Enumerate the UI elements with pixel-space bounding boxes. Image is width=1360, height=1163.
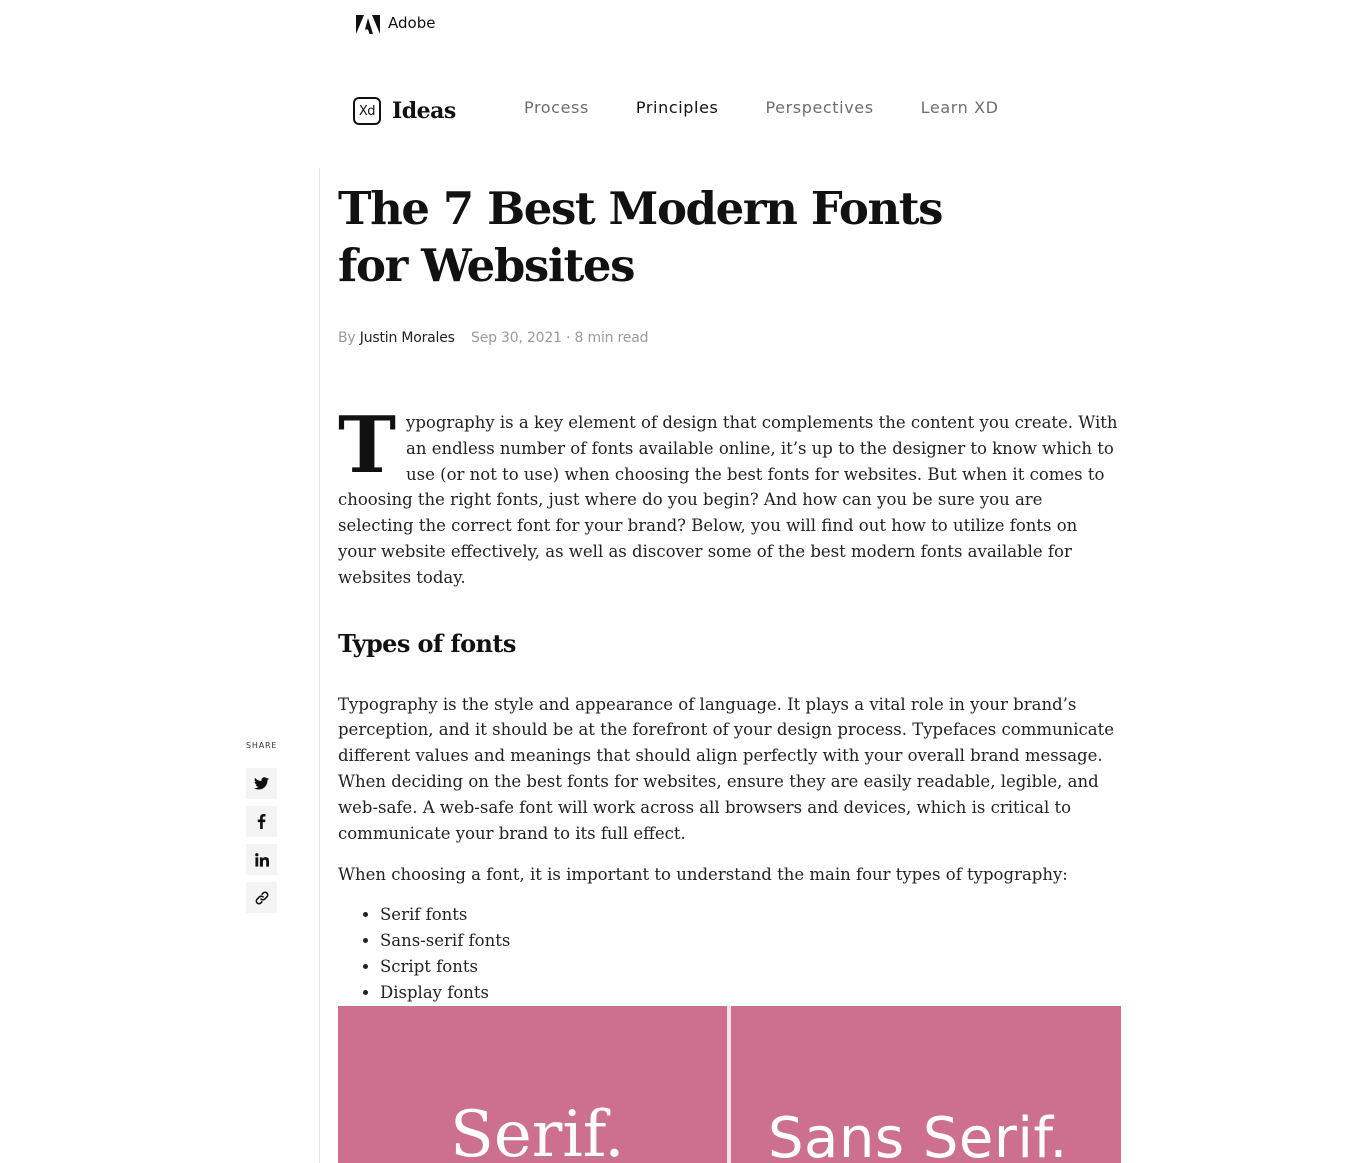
hero-divider	[727, 1006, 731, 1163]
nav-link-principles[interactable]: Principles	[635, 98, 719, 117]
adobe-logo-icon	[356, 12, 380, 34]
nav-link-perspectives[interactable]: Perspectives	[765, 98, 874, 117]
ideas-wordmark[interactable]: Ideas	[392, 98, 456, 124]
section-heading: Types of fonts	[338, 628, 516, 658]
article-divider	[319, 168, 320, 1163]
twitter-icon	[254, 777, 269, 790]
hero-sans-serif-text: Sans Serif.	[768, 1106, 1068, 1163]
link-icon	[255, 891, 269, 905]
share-linkedin-button[interactable]	[246, 844, 277, 875]
article-title: The 7 Best Modern Fonts for Websites	[338, 182, 943, 292]
intro-paragraph	[338, 400, 1118, 591]
ideas-nav	[353, 94, 999, 128]
adobe-brand-text: Adobe	[388, 14, 436, 32]
share-label: SHARE	[246, 741, 278, 750]
body-paragraph-2: When choosing a font, it is important to understand the main four types of typography:	[338, 865, 1068, 885]
intro-text: ypography is a key element of design that complements the content you create. With an endless number of fonts available online, it’s up to the designer to know which to use (or not to use) when choosing the best fonts for websites. But when it comes to choosing the right fonts, just where do you begin? And how can you be sure you are selecting the correct font for your brand? Below, you will find out how to utilize fonts on your website effectively, as well as discover some of the best modern fonts available for websites today.	[338, 413, 1118, 587]
byline-prefix: By	[338, 330, 356, 346]
copy-link-button[interactable]	[246, 882, 277, 913]
author-link[interactable]: Justin Morales	[359, 330, 455, 346]
share-twitter-button[interactable]	[246, 768, 277, 799]
list-item: • Script fonts	[380, 954, 1128, 980]
font-types-list	[338, 902, 1128, 1005]
facebook-icon	[257, 814, 266, 829]
dropcap: T	[338, 400, 397, 491]
list-item: • Display fonts	[380, 980, 1128, 1006]
nav-link-process[interactable]: Process	[524, 98, 589, 117]
article	[338, 180, 1128, 1005]
share-facebook-button[interactable]	[246, 806, 277, 837]
adobe-header[interactable]	[356, 12, 435, 34]
publish-meta: Sep 30, 2021 · 8 min read	[471, 330, 649, 346]
xd-logo-icon[interactable]: Xd	[353, 97, 381, 125]
hero-serif-text: Serif.	[450, 1098, 625, 1163]
nav-link-learn-xd[interactable]: Learn XD	[920, 98, 999, 117]
hero-image	[338, 1006, 1121, 1163]
list-item: • Sans-serif fonts	[380, 928, 1128, 954]
linkedin-icon	[255, 853, 269, 867]
body-paragraph-1: Typography is the style and appearance of language. It plays a vital role in your brand’s perception, and it should be at the forefront of your design process. Typefaces communicate different values and meanings that should align perfectly with your overall brand message. When deciding on the best fonts for websites, ensure they are easily readable, legible, and web-safe. A web-safe font will work across all browsers and devices, which is critical to communicate your brand to its full effect.	[338, 694, 1114, 843]
share-rail	[246, 741, 278, 920]
list-item: • Serif fonts	[380, 902, 1128, 928]
byline	[338, 330, 1128, 346]
nav-links	[524, 98, 1046, 117]
